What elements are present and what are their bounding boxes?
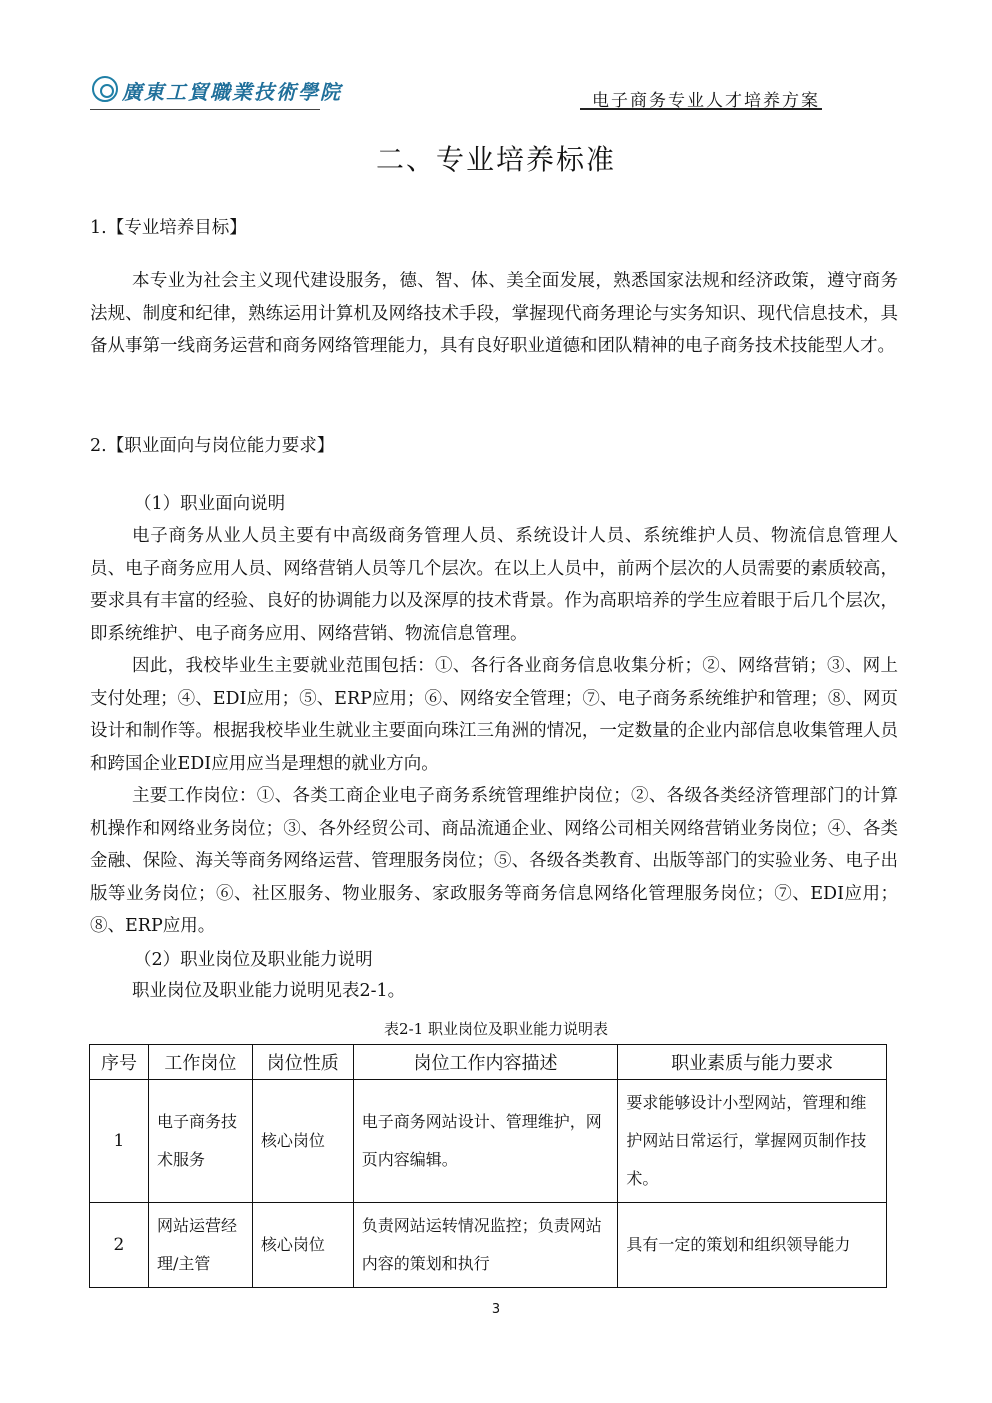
table-cell-number: 1 [90,1080,149,1203]
header-doc-title-area [580,84,822,110]
table-caption: 表2-1 职业岗位及职业能力说明表 [384,1020,608,1038]
subsection-1-heading: （1）职业面向说明 [134,494,286,514]
paragraph-employment-scope: 因此，我校毕业生主要就业范围包括：①、各行各业商务信息收集分析；②、网络营销；③、网上支付处理；④、EDI应用；⑤、ERP应用；⑥、网络安全管理；⑦、电子商务系统维护和管理；⑧、网页设计和制作等。根据我校毕业生就业主要面向珠江三角洲的情况，一定数量的企业内部信息收集管理人员和跨国企业EDI应用应当是理想的就业方向。 [90,656,898,774]
table-cell-requirements: 要求能够设计小型网站，管理和维护网站日常运行，掌握网页制作技术。 [618,1080,887,1203]
column-header: 工作岗位 [148,1045,252,1080]
paragraph-main-positions: 主要工作岗位：①、各类工商企业电子商务系统管理维护岗位；②、各级各类经济管理部门的计算机操作和网络业务岗位；③、各外经贸公司、商品流通企业、网络公司相关网络营销业务岗位；④、各类金融、保险、海关等商务网络运营、管理服务岗位；⑤、各级各类教育、出版等部门的实验业务、电子出版等业务岗位；⑥、社区服务、物业服务、家政服务等商务信息网络化管理服务岗位；⑦、EDI应用；⑧、ERP应用。 [90,786,898,936]
table-cell-position: 电子商务技术服务 [148,1080,252,1203]
table-cell-description: 负责网站运转情况监控；负责网站内容的策划和执行 [353,1203,618,1288]
section-2-heading: 2.【职业面向与岗位能力要求】 [90,436,335,456]
header-logo-area [90,70,342,110]
table-cell-nature: 核心岗位 [252,1203,353,1288]
school-name: 廣東工貿職業技術學院 [122,80,342,104]
table-cell-number: 2 [90,1203,149,1288]
table-cell-requirements: 具有一定的策划和组织领导能力 [618,1203,887,1288]
section-1-heading: 1.【专业培养目标】 [90,218,247,238]
table-cell-position: 网站运营经理/主管 [148,1203,252,1288]
header-left-rule [90,109,320,110]
subsection-2-heading: （2）职业岗位及职业能力说明 [134,950,373,970]
column-header: 岗位性质 [252,1045,353,1080]
school-seal-icon [92,76,118,102]
page-number: 3 [491,1302,501,1317]
column-header: 岗位工作内容描述 [353,1045,618,1080]
column-header: 序号 [90,1045,149,1080]
paragraph-table-reference: 职业岗位及职业能力说明见表2-1。 [132,981,406,1001]
table-row [90,1080,887,1203]
column-header: 职业素质与能力要求 [618,1045,887,1080]
table-cell-nature: 核心岗位 [252,1080,353,1203]
table-row [90,1203,887,1288]
paragraph-employment-levels: 电子商务从业人员主要有中高级商务管理人员、系统设计人员、系统维护人员、物流信息管理人员、电子商务应用人员、网络营销人员等几个层次。在以上人员中，前两个层次的人员需要的素质较高，要求具有丰富的经验、良好的协调能力以及深厚的技术背景。作为高职培养的学生应着眼于后几个层次，即系统维护、电子商务应用、网络营销、物流信息管理。 [90,526,898,644]
header-right-rule [580,108,822,110]
table-cell-description: 电子商务网站设计、管理维护，网页内容编辑。 [353,1080,618,1203]
section-1-paragraph: 本专业为社会主义现代建设服务，德、智、体、美全面发展，熟悉国家法规和经济政策，遵守商务法规、制度和纪律，熟练运用计算机及网络技术手段，掌握现代商务理论与实务知识、现代信息技术，具备从事第一线商务运营和商务网络管理能力，具有良好职业道德和团队精神的电子商务技术技能型人才。 [90,271,898,356]
page-title: 二、专业培养标准 [375,143,616,176]
header-doc-title: 电子商务专业人才培养方案 [592,91,820,111]
table-header-row [90,1045,887,1080]
job-positions-table [89,1044,887,1288]
